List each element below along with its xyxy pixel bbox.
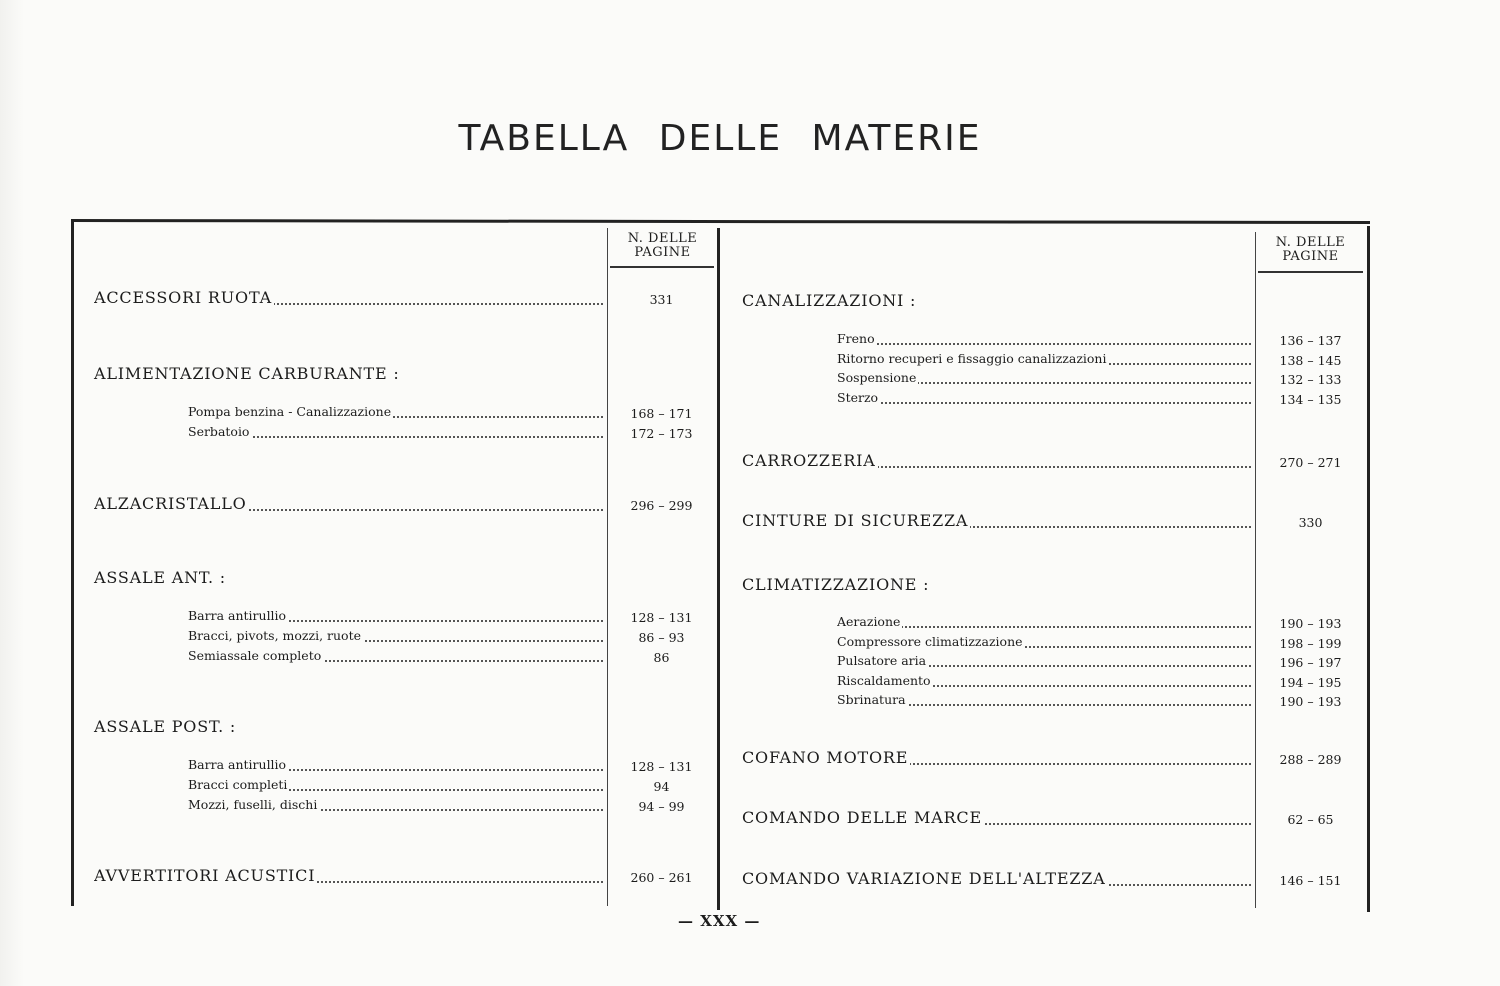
page-numbers: 62 – 65 xyxy=(1287,812,1334,827)
entry-label: Barra antirullio xyxy=(188,757,287,772)
right-pages-separator xyxy=(1255,232,1256,908)
page-numbers: 138 – 145 xyxy=(1279,353,1342,368)
entry-label: ACCESSORI RUOTA xyxy=(94,288,272,307)
section-heading: CLIMATIZZAZIONE : xyxy=(742,575,930,594)
toc-subentry xyxy=(837,673,1251,690)
toc-subentry xyxy=(837,390,1251,407)
entry-label: CARROZZERIA xyxy=(742,451,876,470)
table-left-rule xyxy=(71,220,74,906)
page-numbers: 94 – 99 xyxy=(638,799,685,814)
toc-subentry xyxy=(188,757,603,774)
page-numbers: 190 – 193 xyxy=(1279,694,1342,709)
left-header-underline xyxy=(610,266,714,268)
entry-label: AVVERTITORI ACUSTICI xyxy=(94,866,316,885)
toc-subentry xyxy=(837,351,1251,368)
page-numbers: 94 xyxy=(653,779,670,794)
table-right-rule xyxy=(1367,226,1370,912)
toc-subentry xyxy=(837,614,1251,631)
entry-label: Sbrinatura xyxy=(837,692,906,707)
entry-label: Sterzo xyxy=(837,390,879,405)
left-column-header-line2: PAGINE xyxy=(634,245,691,260)
toc-entry xyxy=(742,808,1251,828)
dot-leader xyxy=(837,343,1251,345)
entry-label: Ritorno recuperi e fissaggio canalizzazioni xyxy=(837,351,1107,366)
entry-label: Bracci completi xyxy=(188,777,288,792)
section-heading: ASSALE ANT. : xyxy=(94,568,226,587)
toc-subentry xyxy=(188,648,603,665)
right-column-header-line1: N. DELLE xyxy=(1275,235,1346,250)
page-numbers: 260 – 261 xyxy=(630,870,693,885)
entry-label: Bracci, pivots, mozzi, ruote xyxy=(188,628,361,643)
entry-label: Mozzi, fuselli, dischi xyxy=(188,797,318,812)
toc-entry xyxy=(94,494,603,514)
page-numbers: 168 – 171 xyxy=(630,406,693,421)
toc-subentry xyxy=(837,692,1251,709)
page-numbers: 190 – 193 xyxy=(1279,616,1342,631)
entry-label: Aerazione xyxy=(837,614,901,629)
entry-label: Freno xyxy=(837,331,875,346)
column-divider xyxy=(717,228,720,910)
toc-subentry xyxy=(188,424,603,441)
table-top-rule xyxy=(71,219,1370,224)
toc-entry xyxy=(742,511,1251,531)
page-numbers: 270 – 271 xyxy=(1279,455,1342,470)
page-numbers: 330 xyxy=(1298,515,1323,530)
right-column-header-line2: PAGINE xyxy=(1282,249,1339,264)
section-heading: ALIMENTAZIONE CARBURANTE : xyxy=(94,364,400,383)
page-numbers: 146 – 151 xyxy=(1279,873,1342,888)
entry-label: Semiassale completo xyxy=(188,648,322,663)
toc-subentry xyxy=(188,608,603,625)
page-numbers: 132 – 133 xyxy=(1279,372,1342,387)
section-heading: CANALIZZAZIONI : xyxy=(742,291,917,310)
entry-label: COMANDO DELLE MARCE xyxy=(742,808,982,827)
toc-entry xyxy=(742,869,1251,889)
page-numbers: 128 – 131 xyxy=(630,759,693,774)
page-numbers: 86 xyxy=(653,650,670,665)
toc-entry xyxy=(94,866,603,886)
left-pages-separator xyxy=(607,228,608,906)
toc-entry xyxy=(742,748,1251,768)
entry-label: Pulsatore aria xyxy=(837,653,927,668)
toc-subentry xyxy=(837,331,1251,348)
toc-subentry xyxy=(188,777,603,794)
page-numbers: 172 – 173 xyxy=(630,426,693,441)
entry-label: COMANDO VARIAZIONE DELL'ALTEZZA xyxy=(742,869,1106,888)
entry-label: COFANO MOTORE xyxy=(742,748,909,767)
page-numbers: 128 – 131 xyxy=(630,610,693,625)
page-numbers: 136 – 137 xyxy=(1279,333,1342,348)
entry-label: Barra antirullio xyxy=(188,608,287,623)
toc-subentry xyxy=(188,404,603,421)
dot-leader xyxy=(837,402,1251,404)
page-numbers: 196 – 197 xyxy=(1279,655,1342,670)
right-header-underline xyxy=(1258,271,1363,273)
page-numbers: 331 xyxy=(649,292,674,307)
page-numbers: 198 – 199 xyxy=(1279,636,1342,651)
left-column-header-line1: N. DELLE xyxy=(627,231,698,246)
entry-label: Serbatoio xyxy=(188,424,250,439)
page-number-footer: — XXX — xyxy=(678,912,761,930)
page-numbers: 288 – 289 xyxy=(1279,752,1342,767)
entry-label: ALZACRISTALLO xyxy=(94,494,247,513)
left-column-header xyxy=(610,232,715,260)
toc-entry xyxy=(94,288,603,308)
toc-subentry xyxy=(837,653,1251,670)
entry-label: Pompa benzina - Canalizzazione xyxy=(188,404,392,419)
entry-label: Sospensione xyxy=(837,370,917,385)
toc-subentry xyxy=(188,797,603,814)
entry-label: CINTURE DI SICUREZZA xyxy=(742,511,969,530)
toc-subentry xyxy=(837,634,1251,651)
page-numbers: 86 – 93 xyxy=(638,630,685,645)
toc-subentry xyxy=(188,628,603,645)
right-column-header xyxy=(1258,236,1363,264)
page-title: TABELLA DELLE MATERIE xyxy=(458,118,982,159)
page-numbers: 194 – 195 xyxy=(1279,675,1342,690)
page-numbers: 134 – 135 xyxy=(1279,392,1342,407)
entry-label: Riscaldamento xyxy=(837,673,931,688)
toc-subentry xyxy=(837,370,1251,387)
page-numbers: 296 – 299 xyxy=(630,498,693,513)
section-heading: ASSALE POST. : xyxy=(94,717,237,736)
toc-entry xyxy=(742,451,1251,471)
entry-label: Compressore climatizzazione xyxy=(837,634,1023,649)
